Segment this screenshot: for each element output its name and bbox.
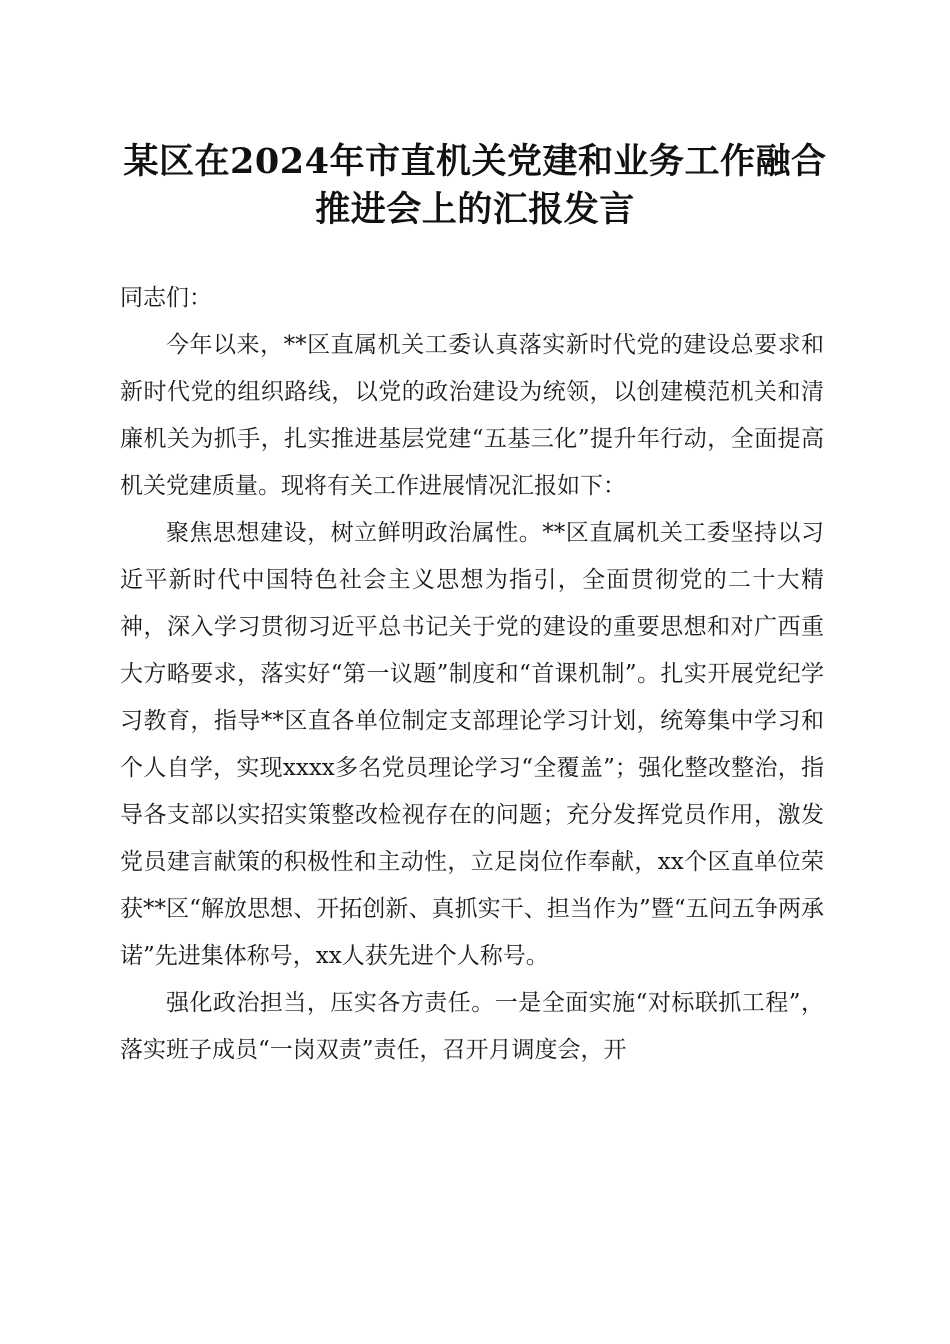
document-body [120, 275, 824, 1074]
salutation: 同志们： [120, 285, 212, 311]
title-line-2: 推进会上的汇报发言 [315, 189, 635, 230]
paragraph-ideology: 聚焦思想建设，树立鲜明政治属性。**区直属机关工委坚持以习近平新时代中国特色社会主义思想为指引，全面贯彻党的二十大精神，深入学习贯彻习近平总书记关于党的建设的重要思想和对广西重大方略要求，落实好“第一议题”制度和“首课机制”。扎实开展党纪学习教育，指导**区直各单位制定支部理论学习计划，统筹集中学习和个人自学，实现xxxx多名党员理论学习“全覆盖”；强化整改整治，指导各支部以实招实策整改检视存在的问题；充分发挥党员作用，激发党员建言献策的积极性和主动性，立足岗位作奉献，xx个区直单位荣获**区“解放思想、开拓创新、真抓实干、担当作为”暨“五问五争两承诺”先进集体称号，xx人获先进个人称号。 [120, 520, 824, 969]
title-line-1: 某区在2024年市直机关党建和业务工作融合 [123, 141, 827, 182]
document-title [100, 138, 850, 234]
paragraph-responsibility: 强化政治担当，压实各方责任。一是全面实施“对标联抓工程”，落实班子成员“一岗双责”责任，召开月调度会，开 [120, 990, 824, 1063]
paragraph-intro: 今年以来，**区直属机关工委认真落实新时代党的建设总要求和新时代党的组织路线，以党的政治建设为统领，以创建模范机关和清廉机关为抓手，扎实推进基层党建“五基三化”提升年行动，全面提高机关党建质量。现将有关工作进展情况汇报如下： [120, 332, 824, 499]
